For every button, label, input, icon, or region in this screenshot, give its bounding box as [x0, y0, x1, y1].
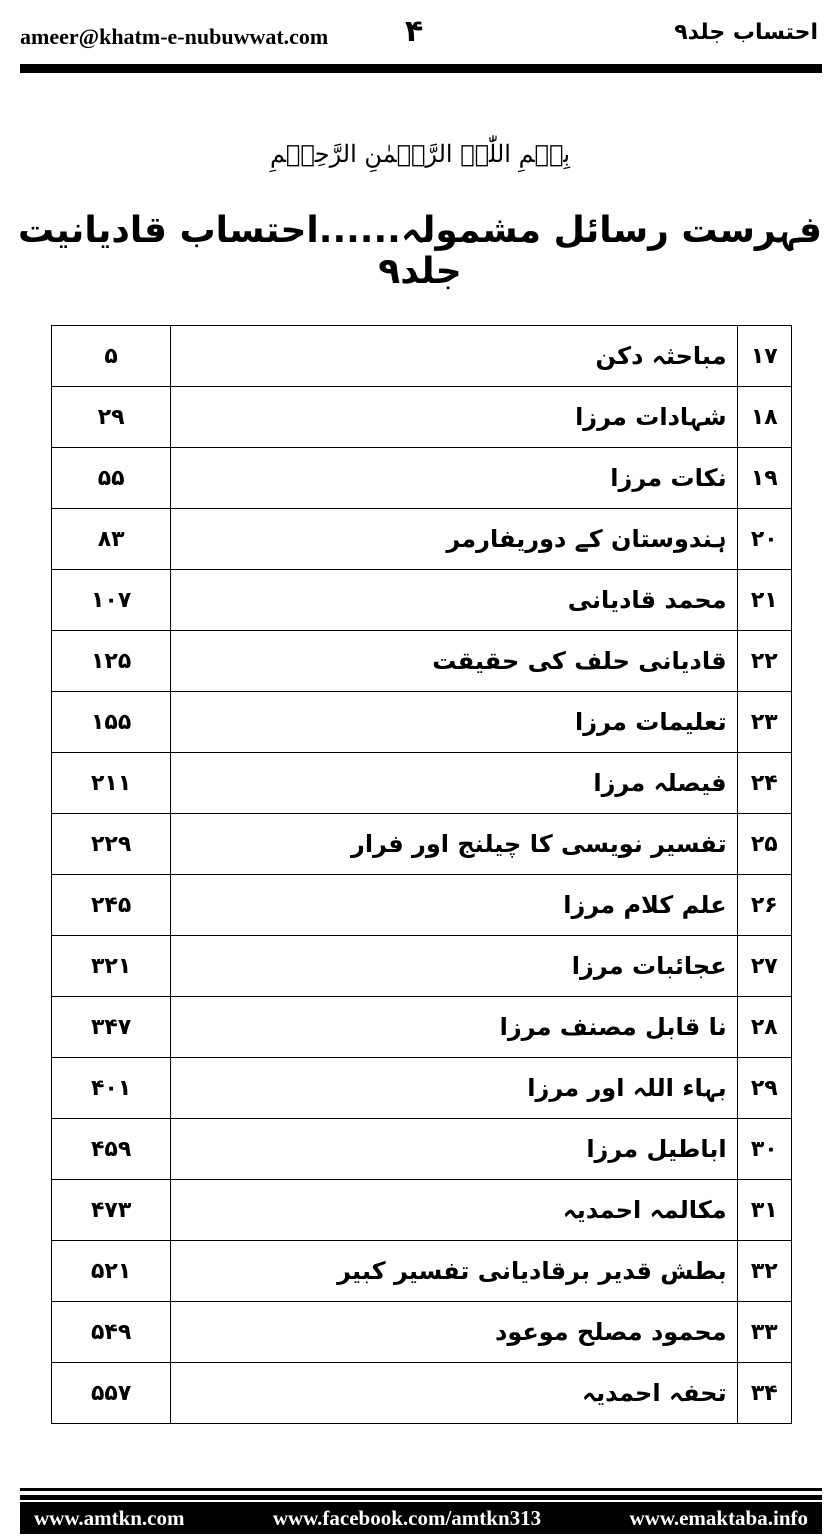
toc-item-number: ۲۸ — [737, 997, 791, 1058]
toc-item-number: ۱۷ — [737, 326, 791, 387]
toc-item-page: ۸۳ — [52, 509, 171, 570]
footer-divider-thin — [20, 1488, 822, 1491]
toc-item-number: ۲۱ — [737, 570, 791, 631]
toc-row — [52, 1180, 792, 1241]
toc-item-number: ۱۹ — [737, 448, 791, 509]
toc-item-number: ۳۴ — [737, 1363, 791, 1424]
toc-item-number: ۳۲ — [737, 1241, 791, 1302]
toc-item-title: اباطیل مرزا — [171, 1119, 737, 1180]
toc-item-page: ۴۷۳ — [52, 1180, 171, 1241]
toc-item-title: محمود مصلح موعود — [171, 1302, 737, 1363]
book-title: احتساب جلد۹ — [674, 20, 818, 45]
toc-item-page: ۱۵۵ — [52, 692, 171, 753]
toc-item-page: ۵ — [52, 326, 171, 387]
toc-item-number: ۲۰ — [737, 509, 791, 570]
toc-row — [52, 631, 792, 692]
toc-item-page: ۳۲۱ — [52, 936, 171, 997]
toc-item-number: ۳۳ — [737, 1302, 791, 1363]
toc-item-number: ۲۵ — [737, 814, 791, 875]
header-divider — [20, 64, 822, 73]
footer-bar — [20, 1502, 822, 1534]
bismillah: بِسۡمِ اللّٰہِ الرَّحۡمٰنِ الرَّحِیۡمِ — [269, 140, 571, 168]
toc-row — [52, 387, 792, 448]
footer-link-facebook[interactable]: www.facebook.com/amtkn313 — [272, 1505, 542, 1530]
toc-item-page: ۱۲۵ — [52, 631, 171, 692]
toc-item-title: نا قابل مصنف مرزا — [171, 997, 737, 1058]
toc-item-title: قادیانی حلف کی حقیقت — [171, 631, 737, 692]
page-number: ۴ — [405, 14, 424, 49]
toc-item-number: ۲۶ — [737, 875, 791, 936]
toc-row — [52, 509, 792, 570]
toc-item-page: ۴۰۱ — [52, 1058, 171, 1119]
footer-divider-thick — [20, 1495, 822, 1500]
toc-row — [52, 1241, 792, 1302]
toc-row — [52, 814, 792, 875]
toc-item-title: ہندوستان کے دوریفارمر — [171, 509, 737, 570]
toc-item-title: شہادات مرزا — [171, 387, 737, 448]
toc-item-title: تفسیر نویسی کا چیلنج اور فرار — [171, 814, 737, 875]
toc-item-number: ۲۷ — [737, 936, 791, 997]
toc-item-title: محمد قادیانی — [171, 570, 737, 631]
toc-item-number: ۳۱ — [737, 1180, 791, 1241]
toc-item-page: ۲۴۵ — [52, 875, 171, 936]
toc-item-number: ۲۴ — [737, 753, 791, 814]
toc-row — [52, 875, 792, 936]
toc-row — [52, 936, 792, 997]
toc-row — [52, 753, 792, 814]
toc-row — [52, 326, 792, 387]
toc-table — [51, 325, 792, 1424]
toc-item-title: بہاء اللہ اور مرزا — [171, 1058, 737, 1119]
toc-item-page: ۵۵۷ — [52, 1363, 171, 1424]
toc-item-page: ۵۲۱ — [52, 1241, 171, 1302]
toc-item-title: نکات مرزا — [171, 448, 737, 509]
toc-item-title: فیصلہ مرزا — [171, 753, 737, 814]
toc-item-number: ۲۹ — [737, 1058, 791, 1119]
toc-item-title: تعلیمات مرزا — [171, 692, 737, 753]
page-title: فہرست رسائل مشمولہ......احتساب قادیانیت جلد۹ — [18, 210, 822, 292]
toc-item-title: علم کلام مرزا — [171, 875, 737, 936]
footer-link-emaktaba[interactable]: www.emaktaba.info — [629, 1505, 808, 1530]
toc-item-title: عجائبات مرزا — [171, 936, 737, 997]
toc-item-page: ۳۴۷ — [52, 997, 171, 1058]
toc-row — [52, 1363, 792, 1424]
toc-item-page: ۲۱۱ — [52, 753, 171, 814]
toc-item-number: ۲۳ — [737, 692, 791, 753]
toc-row — [52, 1119, 792, 1180]
toc-item-page: ۴۵۹ — [52, 1119, 171, 1180]
toc-item-page: ۲۲۹ — [52, 814, 171, 875]
toc-body — [52, 326, 792, 1424]
page-header — [0, 0, 840, 80]
toc-item-title: تحفہ احمدیہ — [171, 1363, 737, 1424]
toc-item-title: مکالمہ احمدیہ — [171, 1180, 737, 1241]
toc-item-number: ۲۲ — [737, 631, 791, 692]
toc-item-page: ۵۵ — [52, 448, 171, 509]
toc-row — [52, 1302, 792, 1363]
toc-item-title: مباحثہ دکن — [171, 326, 737, 387]
toc-row — [52, 1058, 792, 1119]
toc-row — [52, 570, 792, 631]
footer-link-amtkn[interactable]: www.amtkn.com — [34, 1505, 185, 1530]
toc-item-number: ۳۰ — [737, 1119, 791, 1180]
toc-item-page: ۱۰۷ — [52, 570, 171, 631]
toc-row — [52, 448, 792, 509]
toc-item-page: ۵۴۹ — [52, 1302, 171, 1363]
toc-item-page: ۲۹ — [52, 387, 171, 448]
header-email[interactable]: ameer@khatm-e-nubuwwat.com — [20, 24, 329, 49]
toc-item-title: بطش قدیر برقادیانی تفسیر کبیر — [171, 1241, 737, 1302]
toc-item-number: ۱۸ — [737, 387, 791, 448]
toc-row — [52, 997, 792, 1058]
toc-row — [52, 692, 792, 753]
